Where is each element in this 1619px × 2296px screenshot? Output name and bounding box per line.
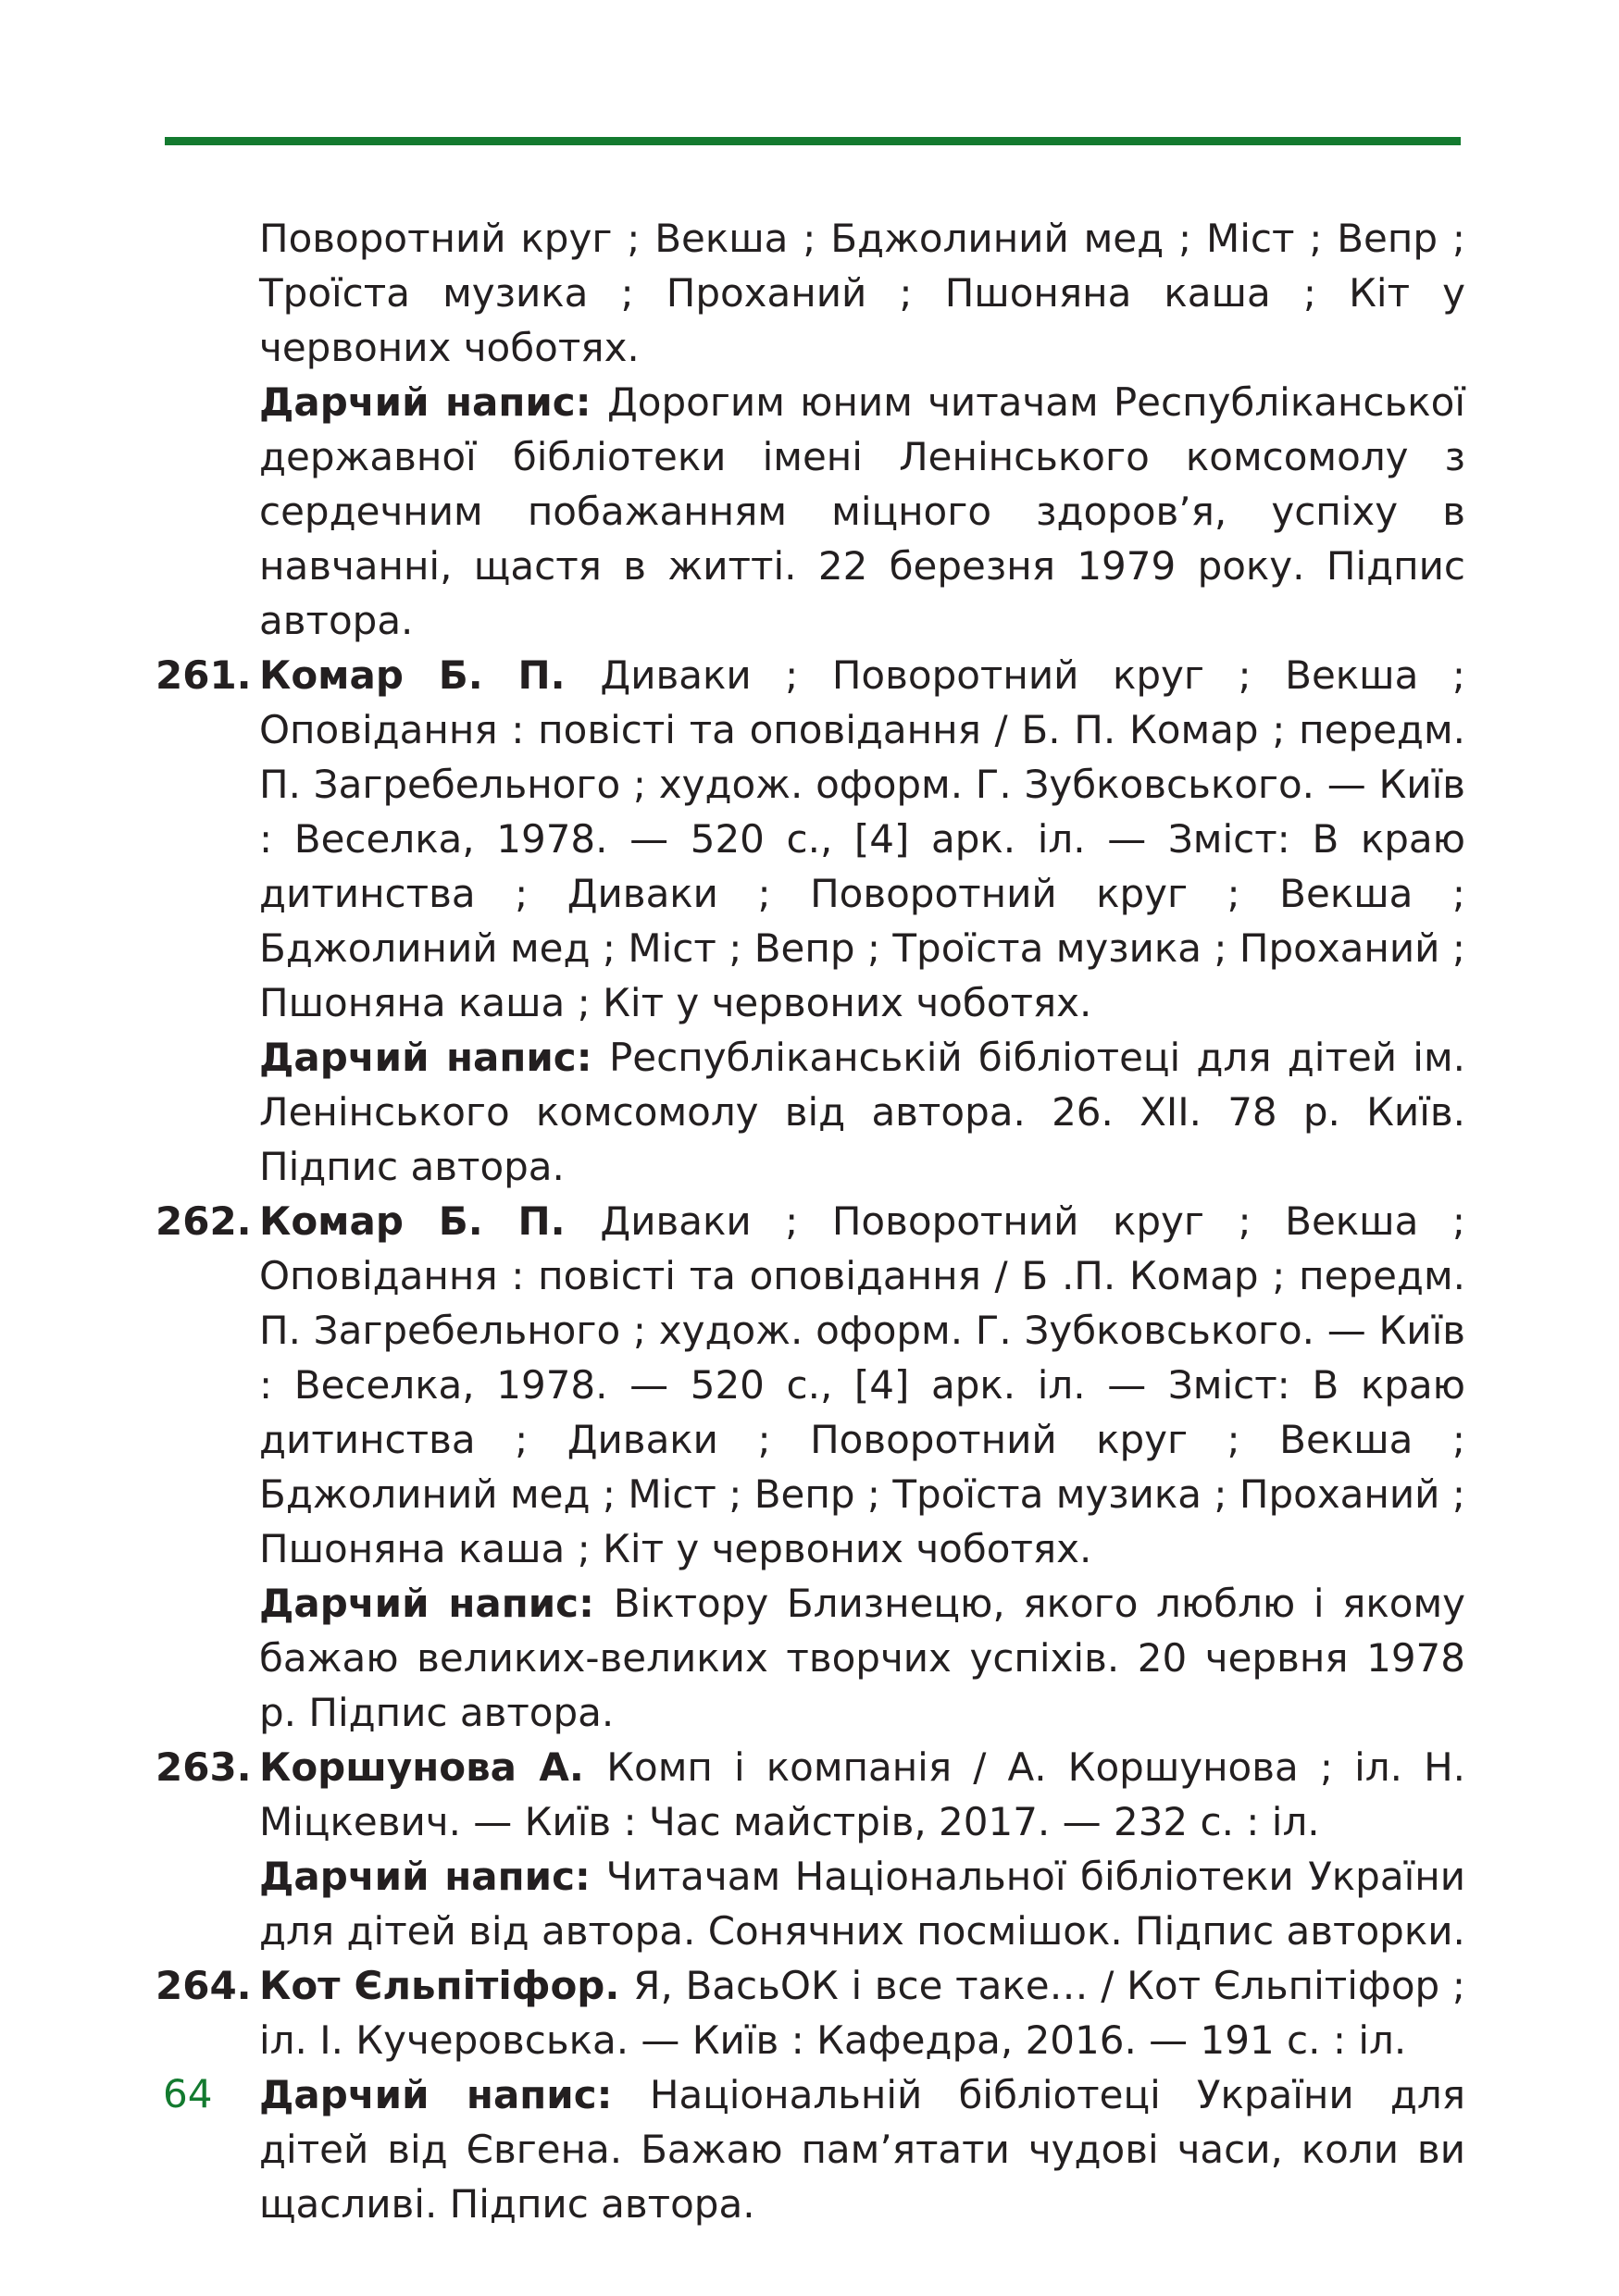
contents-text: Поворотний круг ; Векша ; Бджолиний мед ; Міст ; Вепр ; Троїста музика ; Проханий ; Пшоняна каша ; Кіт у червоних чоботях. <box>259 216 1465 370</box>
entry-inscription <box>259 1849 1465 1958</box>
entry-number: 263. <box>156 1744 252 1790</box>
entry-body <box>259 1740 1465 1958</box>
entry-number: 262. <box>156 1198 252 1244</box>
header-rule <box>165 137 1461 145</box>
continuation-contents <box>156 211 1465 375</box>
entry-author: Коршунова А. <box>259 1744 607 1790</box>
page-content <box>156 211 1465 2231</box>
entry-author: Комар Б. П. <box>259 1198 601 1244</box>
description-text: Комп і компанія / А. Коршунова ; іл. Н. Міцкевич. — Київ : Час майстрів, 2017. — 232 с. : іл. <box>259 1744 1465 1844</box>
inscription-label: Дарчий напис: <box>259 1854 606 1899</box>
entry-body <box>259 648 1465 1194</box>
continuation-inscription <box>156 375 1465 648</box>
entry-inscription <box>259 1576 1465 1740</box>
entry-description <box>259 648 1465 1030</box>
entry-description <box>259 1958 1465 2067</box>
description-text: Диваки ; Поворотний круг ; Векша ; Оповідання : повісті та оповідання / Б .П. Комар ; передм. П. Загребельного ; худож. оформ. Г. Зубковського. — Київ : Веселка, 1978. — 520 с., [4] арк. іл. — Зміст: В краю дитинства ; Диваки ; Поворотний круг ; Векша ; Бджолиний мед ; Міст ; Вепр ; Троїста музика ; Проханий ; Пшоняна каша ; Кіт у червоних чоботях. <box>259 1198 1465 1571</box>
inscription-text: Читачам Національної бібліотеки України для дітей від автора. Сонячних посмішок. Підпис авторки. <box>259 1854 1465 1954</box>
inscription-label: Дарчий напис: <box>259 2072 650 2117</box>
entry-262 <box>156 1194 1465 1740</box>
inscription-text: Національній бібліотеці України для дітей від Євгена. Бажаю пам’ятати чудові часи, коли ви щасливі. Підпис автора. <box>259 2072 1465 2227</box>
entry-264 <box>156 1958 1465 2231</box>
entry-description <box>259 1740 1465 1849</box>
entry-inscription <box>259 2067 1465 2231</box>
inscription-label: Дарчий напис: <box>259 1581 614 1626</box>
entry-body <box>259 1958 1465 2231</box>
inscription-label: Дарчий напис: <box>259 379 607 425</box>
inscription-label: Дарчий напис: <box>259 1035 609 1080</box>
entry-261 <box>156 648 1465 1194</box>
description-text: Диваки ; Поворотний круг ; Векша ; Оповідання : повісті та оповідання / Б. П. Комар ; передм. П. Загребельного ; худож. оформ. Г. Зубковського. — Київ : Веселка, 1978. — 520 с., [4] арк. іл. — Зміст: В краю дитинства ; Диваки ; Поворотний круг ; Векша ; Бджолиний мед ; Міст ; Вепр ; Троїста музика ; Проханий ; Пшоняна каша ; Кіт у червоних чоботях. <box>259 652 1465 1025</box>
description-text: Я, ВасьОК і все таке… / Кот Єльпітіфор ; іл. І. Кучеровська. — Київ : Кафедра, 2016. — 191 с. : іл. <box>259 1963 1466 2063</box>
entry-number: 261. <box>156 652 252 698</box>
entry-263 <box>156 1740 1465 1958</box>
entry-number: 264. <box>156 1963 252 2008</box>
entry-body <box>259 1194 1465 1740</box>
entry-author: Кот Єльпітіфор. <box>259 1963 634 2008</box>
entry-inscription <box>259 1030 1465 1194</box>
entry-author: Комар Б. П. <box>259 652 601 698</box>
inscription-text: Дорогим юним читачам Республіканської державної бібліотеки імені Ленінського комсомолу з сердечним побажанням міцного здоров’я, успіху в навчанні, щастя в житті. 22 березня 1979 року. Підпис автора. <box>259 379 1465 643</box>
page-number: 64 <box>163 2071 213 2116</box>
inscription-text: Віктору Близнецю, якого люблю і якому бажаю великих-великих творчих успіхів. 20 червня 1978 р. Підпис автора. <box>259 1581 1465 1735</box>
inscription-text: Республіканській бібліотеці для дітей ім. Ленінського комсомолу від автора. 26. XII. 78 р. Київ. Підпис автора. <box>259 1035 1465 1189</box>
entry-description <box>259 1194 1465 1576</box>
